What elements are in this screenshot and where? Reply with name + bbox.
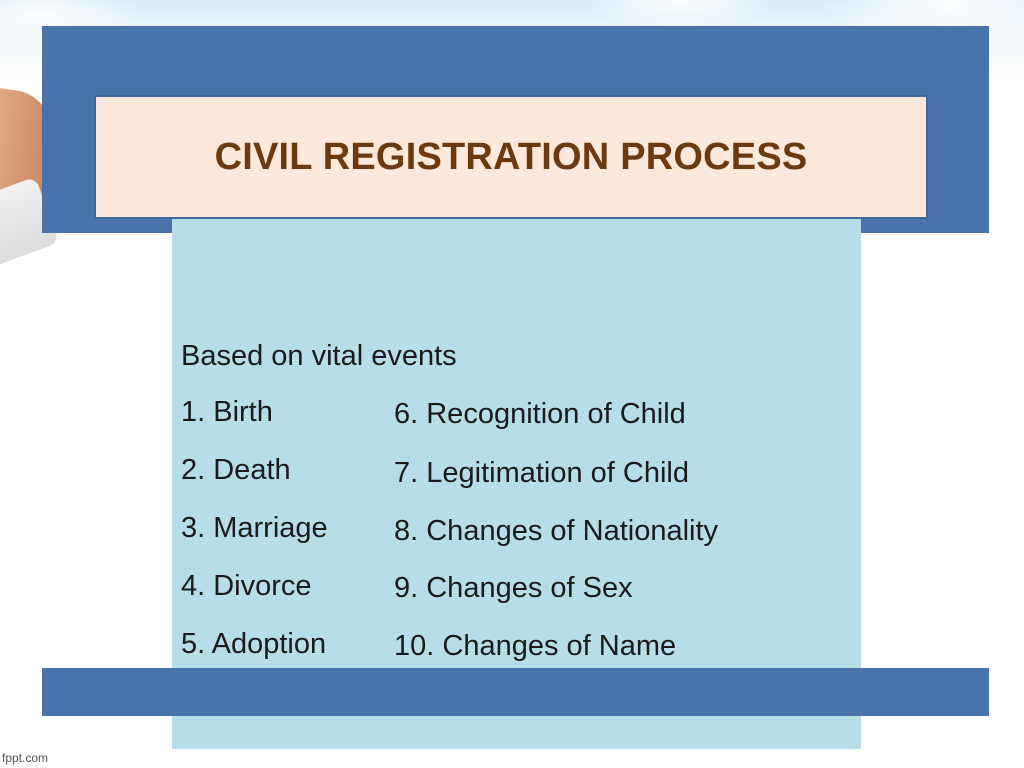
event-item-adoption: 5. Adoption [181,628,327,660]
event-item-sex: 9. Changes of Sex [394,572,633,604]
event-item-divorce: 4. Divorce [181,570,312,602]
event-item-recognition: 6. Recognition of Child [394,398,686,430]
bottom-band [42,668,989,716]
title-box [94,95,928,219]
event-item-name: 10. Changes of Name [394,630,677,662]
slide-title: CIVIL REGISTRATION PROCESS [214,135,808,178]
event-item-birth: 1. Birth [181,396,273,428]
event-item-death: 2. Death [181,454,291,486]
intro-text: Based on vital events [181,340,457,372]
event-item-marriage: 3. Marriage [181,512,328,544]
event-item-nationality: 8. Changes of Nationality [394,515,719,547]
watermark-text: fppt.com [2,751,49,765]
event-item-legitimation: 7. Legitimation of Child [394,457,689,489]
